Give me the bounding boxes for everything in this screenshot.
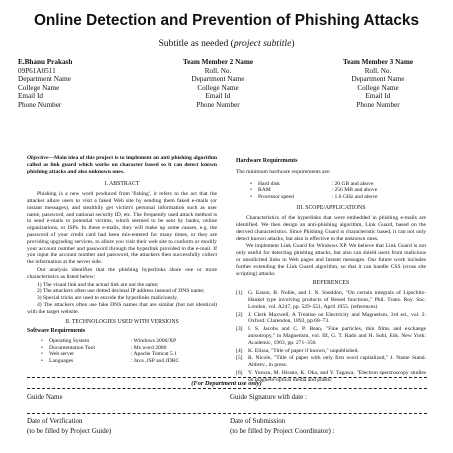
hw-value: : 1.6 GHz and above [331, 193, 378, 200]
author-college: College Name [357, 83, 399, 92]
bullet-icon: • [250, 187, 252, 194]
hw-label: Processor speed [258, 193, 294, 200]
date-submission-label: Date of Submission [230, 417, 286, 425]
technologies-heading: II. TECHNOLOGIES USED WITH VERSIONS [65, 318, 179, 325]
right-column [236, 155, 426, 385]
dashed-divider [27, 388, 427, 389]
ref-text: Y. Yorozu, M. Hirano, K. Oka, and Y. Tagawa, "Electron spectroscopy studies on magneto-optical media and plastic [248, 369, 426, 383]
author-2 [158, 58, 278, 110]
abstract-paragraph-2: Our analysis identifies that the phishing hyperlinks share one or more characteristics as listed below: [27, 266, 217, 280]
abstract-heading: I. ABSTRACT [104, 181, 140, 188]
bullet-icon: • [41, 338, 43, 345]
author-phone: Phone Number [18, 100, 62, 109]
table-row [27, 358, 217, 365]
table-row [236, 187, 426, 194]
author-college: College Name [197, 83, 239, 92]
abstract-paragraph-1: Phishing is a new word produced from 'fishing', it refers to the act that the attacker allure users to visit a faked Web site by sending them faked e-mails (or instant messages), and stealthily get victim's personal information such as user name, password, and national security ID, etc. The frequently used attack method is to send e-mails to potential victims, which seemed to be sent by banks, online organizations, or ISPs. In these e-mails, they will make up some causes, e.g. the password of your credit card had been mis-entered for many times, or they are providing upgrading services, to allure you visit their web site to conform or modify your account number and password through the hyperlink provided in the e-mail. If you input the account number and password, the attackers then successfully collect the information at the server side. [27, 191, 217, 266]
ref-num: [3] [236, 326, 243, 333]
author-name: E.Bhanu Prakash [18, 58, 73, 66]
author-3 [318, 58, 438, 110]
references-heading: REFERENCES [312, 280, 350, 287]
guide-signature-label: Guide Signature with date : [230, 393, 307, 401]
hardware-intro: The minimum hardware requirements are: [236, 168, 331, 175]
author-dept: Department Name [191, 75, 245, 84]
list-item [236, 290, 426, 310]
bullet-icon: • [41, 351, 43, 358]
guide-name-label: Guide Name [27, 393, 63, 401]
dashed-divider [27, 413, 427, 414]
objective-paragraph [27, 155, 217, 175]
objective-label: Objective [27, 155, 49, 161]
left-column [27, 155, 217, 365]
ref-num: [4] [236, 347, 243, 354]
ref-num: [5] [236, 355, 243, 362]
subtitle-prefix: Subtitle as needed ( [158, 38, 234, 49]
ref-text: K. Elissa, "Title of paper if known," unpublished. [248, 347, 359, 354]
author-1 [18, 58, 118, 110]
scope-paragraph-1: Characteristics of the hyperlinks that were embedded in phishing e-mails are identified. We then design an anti-phishing algorithm, Link Guard, based on the derived characteristics. Since Phishing Guard is characteristic based, it can not only detect known attacks, but also is effective to the unknown ones. [236, 215, 426, 242]
bullet-icon: • [41, 357, 43, 364]
author-dept: Department Name [18, 75, 71, 84]
objective-text: —Main idea of this project is to implement an anti phishing algorithm called as link guard which works on character based so it can detect known phishing attacks and also unknown ones. [27, 155, 217, 175]
hardware-heading: Hardware Requirements [236, 158, 298, 164]
hw-value: : 256 MB and above [331, 187, 378, 194]
author-phone: Phone Number [196, 100, 240, 109]
bullet-icon: • [250, 180, 252, 187]
filled-by-guide-label: (to be filled by Project Guide) [27, 427, 112, 435]
list-item: 1) The visual link and the actual link are not the same; [37, 281, 159, 288]
scope-heading: III. SCOPE/APPLICATIONS [296, 205, 366, 212]
sw-value: : Java ,JSP and JDBC [130, 357, 180, 364]
ref-text: I. S. Jacobs and C. P. Bean, "Fine particles, thin films and exchange anisotropy," in Magnetism, vol. III, G. T. Rado and H. Suhl, Eds. New York: Academic, 1963, pp. 271–350. [248, 326, 426, 346]
software-table [27, 338, 217, 364]
software-heading: Software Requirements [27, 328, 86, 335]
hw-label: RAM [258, 187, 271, 194]
list-item: 2) The attackers often use dotted decimal IP address instead of DNS name; [37, 288, 205, 295]
table-row [236, 194, 426, 201]
sw-label: Operating System [49, 338, 90, 345]
hardware-table [236, 181, 426, 201]
author-name: Team Member 2 Name [182, 58, 254, 66]
date-verification-label: Date of Verification [27, 417, 83, 425]
subtitle-suffix: ) [291, 38, 295, 49]
scope-paragraph-2: We implement Link Guard for Windows XP. We believe that Link Guard is not only useful for detecting phishing attacks, but also can shield users from malicious or unsolicited links in Web pages and Instant messages. Our future work includes further extending the Link Guard algorithm, so that it can handle CSS (cross site scripting) attacks. [236, 243, 426, 277]
paper-subtitle [0, 38, 453, 49]
table-row [27, 345, 217, 352]
sw-label: Documentation Tool [49, 344, 95, 351]
list-item [236, 355, 426, 369]
list-item: 4) The attackers often use fake DNS names that are similar (but not identical) with the target website. [27, 301, 217, 315]
dashed-divider [27, 377, 427, 378]
list-item: 3) Special tricks are used to encode the hyperlinks maliciously. [37, 295, 178, 302]
department-use-label: (For Department use only) [191, 380, 262, 387]
sw-value: : Apache Tomcat 5.1 [130, 351, 177, 358]
sw-value: : Ms word 2000 [130, 344, 167, 351]
paper-title: Online Detection and Prevention of Phishing Attacks [33, 12, 420, 29]
filled-by-row [27, 427, 427, 435]
bullet-icon: • [250, 193, 252, 200]
ref-num: [1] [236, 290, 243, 297]
verification-row [27, 417, 427, 425]
hw-value: : 20 GB and above [331, 180, 374, 187]
author-phone: Phone Number [356, 100, 400, 109]
ref-text: R. Nicole, "Title of paper with only first word capitalized," J. Name Stand. Abbrev., in press. [248, 355, 426, 369]
author-roll: Roll. No. [364, 66, 392, 75]
author-name: Team Member 3 Name [342, 58, 414, 66]
author-roll: Roll. No. [204, 66, 232, 75]
list-item [236, 326, 426, 346]
guide-row [27, 393, 427, 401]
ref-text: J. Clerk Maxwell, A Treatise on Electricity and Magnetism, 3rd ed., vol. 2. Oxford: Clarendon, 1892, pp.68–73. [248, 311, 426, 325]
ref-text: G. Eason, B. Noble, and I. N. Sneddon, "On certain integrals of Lipschitz-Hankel type involving products of Bessel functions," Phil. Trans. Roy. Soc. London, vol. A247, pp. 529–551, April 1955. (references) [248, 290, 426, 310]
references-list [236, 290, 426, 383]
author-email: Email Id [205, 92, 231, 101]
author-email: Email Id [365, 92, 391, 101]
author-email: Email Id [18, 92, 43, 101]
characteristics-list [27, 282, 217, 316]
author-dept: Department Name [351, 75, 405, 84]
author-college: College Name [18, 83, 60, 92]
author-block [18, 58, 438, 110]
list-item [236, 312, 426, 326]
subtitle-italic: project subtitle [233, 38, 292, 49]
list-item [236, 348, 426, 355]
hw-label: Hard disk [258, 180, 280, 187]
sw-label: Languages [49, 357, 74, 364]
author-roll: 09P61A0511 [18, 66, 56, 75]
table-row [27, 351, 217, 358]
bullet-icon: • [41, 344, 43, 351]
table-row [27, 338, 217, 345]
filled-by-coordinator-label: (to be filled by Project Coordinator) : [230, 427, 335, 435]
sw-label: Web server [49, 351, 75, 358]
ref-num: [2] [236, 311, 243, 318]
table-row [236, 181, 426, 188]
sw-value: : Windows 2000/XP [130, 338, 177, 345]
ref-num: [6] [236, 369, 243, 376]
